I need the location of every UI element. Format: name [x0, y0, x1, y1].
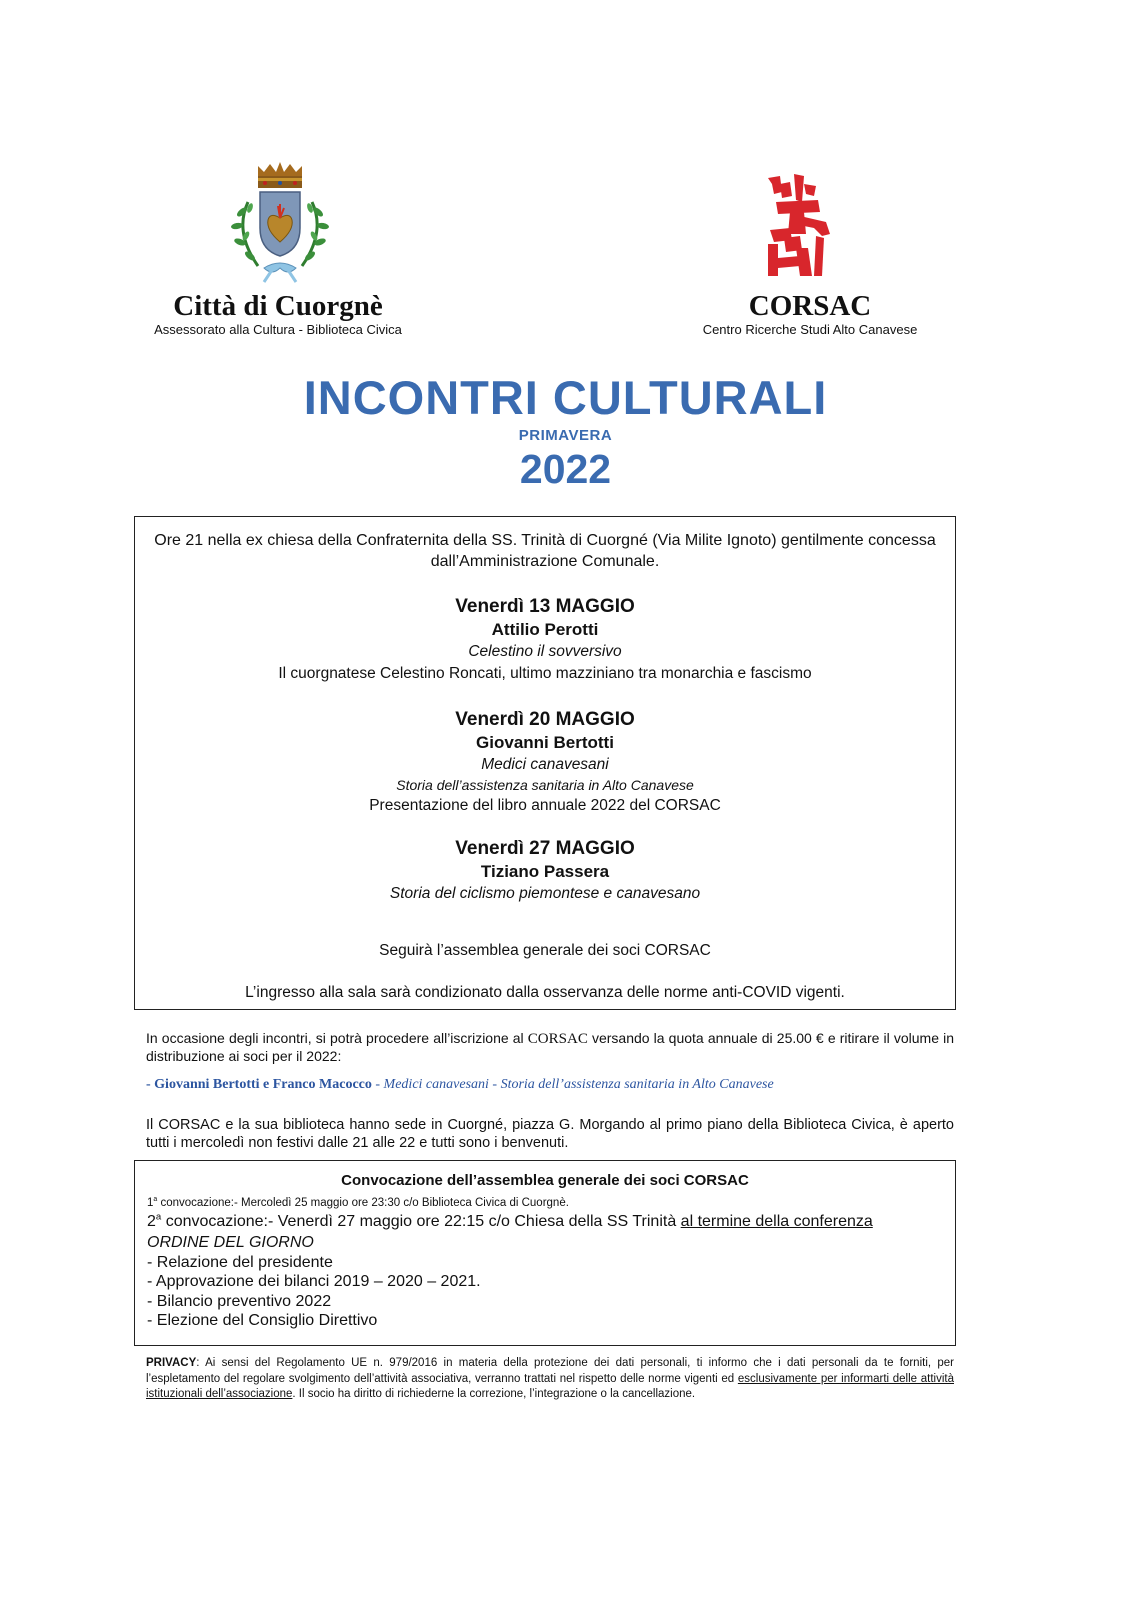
event-subtitle: Storia dell’assistenza sanitaria in Alto Canavese	[396, 777, 694, 793]
event-description: Il cuorgnatese Celestino Roncati, ultimo mazziniano tra monarchia e fascismo	[278, 665, 812, 682]
event-speaker: Giovanni Bertotti	[476, 733, 614, 752]
privacy-text-before: : Ai sensi del Regolamento UE n. 979/2016 in materia della protezione dei dati personali, ti informo che i dati personali da te forniti, per l’espletamento del regolare svolgimento dell’attività associativa, verranno trattati nel rispetto delle norme vigenti ed	[146, 1357, 954, 1385]
privacy-label: PRIVACY	[146, 1357, 197, 1369]
event-description: Presentazione del libro annuale 2022 del CORSAC	[369, 797, 721, 814]
right-org-name: CORSAC	[748, 290, 872, 322]
event-title: Medici canavesani	[481, 756, 609, 773]
first-call-num: 1	[147, 1197, 154, 1209]
events-intro-line2: dall’Amministrazione Comunale.	[430, 553, 660, 570]
event-title: Storia del ciclismo piemontese e canavesano	[389, 885, 701, 902]
left-org-subtitle: Assessorato alla Cultura - Biblioteca Civica	[154, 322, 402, 337]
assembly-note: Seguirà l’assemblea generale dei soci CORSAC	[379, 942, 711, 959]
right-org-subtitle: Centro Ricerche Studi Alto Canavese	[702, 322, 918, 337]
agenda-item: - Bilancio preventivo 2022	[147, 1292, 332, 1310]
membership-paragraph	[146, 1030, 954, 1065]
library-info: Il CORSAC e la sua biblioteca hanno sede in Cuorgné, piazza G. Morgando al primo piano della Biblioteca Civica, è aperto tutti i mercoledì non festivi dalle 21 alle 22 e tutti sono i benvenuti.	[146, 1117, 954, 1151]
membership-book-line	[146, 1077, 954, 1093]
agenda-item: - Elezione del Consiglio Direttivo	[147, 1312, 378, 1329]
season-label: PRIMAVERA	[518, 427, 613, 444]
first-call-text: convocazione:- Mercoledì 25 maggio ore 23:30 c/o Biblioteca Civica di Cuorgnè.	[157, 1197, 569, 1209]
event-date: Venerdì 13 MAGGIO	[455, 596, 635, 617]
book-title: - Medici canavesani - Storia dell’assistenza sanitaria in Alto Canavese	[371, 1077, 774, 1092]
privacy-text-underlined: esclusivamente per informarti delle attività istituzionali dell’associazione	[146, 1372, 954, 1400]
covid-note: L’ingresso alla sala sarà condizionato dalla osservanza delle norme anti-COVID vigenti.	[245, 984, 845, 1001]
corsac-logo	[760, 172, 836, 280]
assembly-first-call	[147, 1193, 947, 1211]
event-speaker: Attilio Perotti	[491, 620, 599, 639]
agenda-item: - Relazione del presidente	[147, 1253, 333, 1271]
event-speaker: Tiziano Passera	[480, 862, 610, 881]
privacy-notice	[146, 1356, 954, 1403]
agenda-title: ORDINE DEL GIORNO	[147, 1234, 314, 1251]
agenda-item: - Approvazione dei bilanci 2019 – 2020 – 2021.	[147, 1273, 481, 1290]
event-date: Venerdì 20 MAGGIO	[455, 709, 635, 730]
page-title: INCONTRI CULTURALI	[303, 371, 828, 424]
privacy-text-after: . Il socio ha diritto di richiederne la correzione, l’integrazione o la cancellazione.	[292, 1388, 696, 1400]
event-item	[134, 838, 956, 903]
first-call-sup: a	[153, 1196, 158, 1204]
events-intro-line1: Ore 21 nella ex chiesa della Confraternita della SS. Trinità di Cuorgné (Via Milite Ignoto) gentilmente concessa	[154, 532, 936, 549]
left-org-name: Città di Cuorgnè	[173, 290, 383, 322]
year-label: 2022	[519, 446, 612, 492]
event-item	[134, 596, 956, 683]
second-call-sup: a	[155, 1211, 162, 1223]
second-call-underlined: al termine della conferenza	[680, 1213, 873, 1230]
membership-corsac: CORSAC	[527, 1031, 588, 1047]
assembly-second-call	[147, 1212, 947, 1232]
second-call-num: 2	[147, 1213, 156, 1230]
book-authors: - Giovanni Bertotti e Franco Macocco	[146, 1077, 372, 1092]
assembly-heading: Convocazione dell’assemblea generale dei soci CORSAC	[341, 1172, 749, 1189]
second-call-text: convocazione:- Venerdì 27 maggio ore 22:15 c/o Chiesa della SS Trinità	[161, 1213, 681, 1230]
event-item	[134, 709, 956, 815]
event-title: Celestino il sovversivo	[468, 643, 622, 660]
membership-text-after: versando la quota annuale di 25.00 € e ritirare il volume in distribuzione ai soci per il 2022:	[146, 1030, 954, 1064]
membership-text-before: In occasione degli incontri, si potrà procedere all’iscrizione al	[146, 1030, 524, 1046]
cuorgne-coat-of-arms	[228, 162, 332, 284]
event-date: Venerdì 27 MAGGIO	[455, 838, 635, 859]
